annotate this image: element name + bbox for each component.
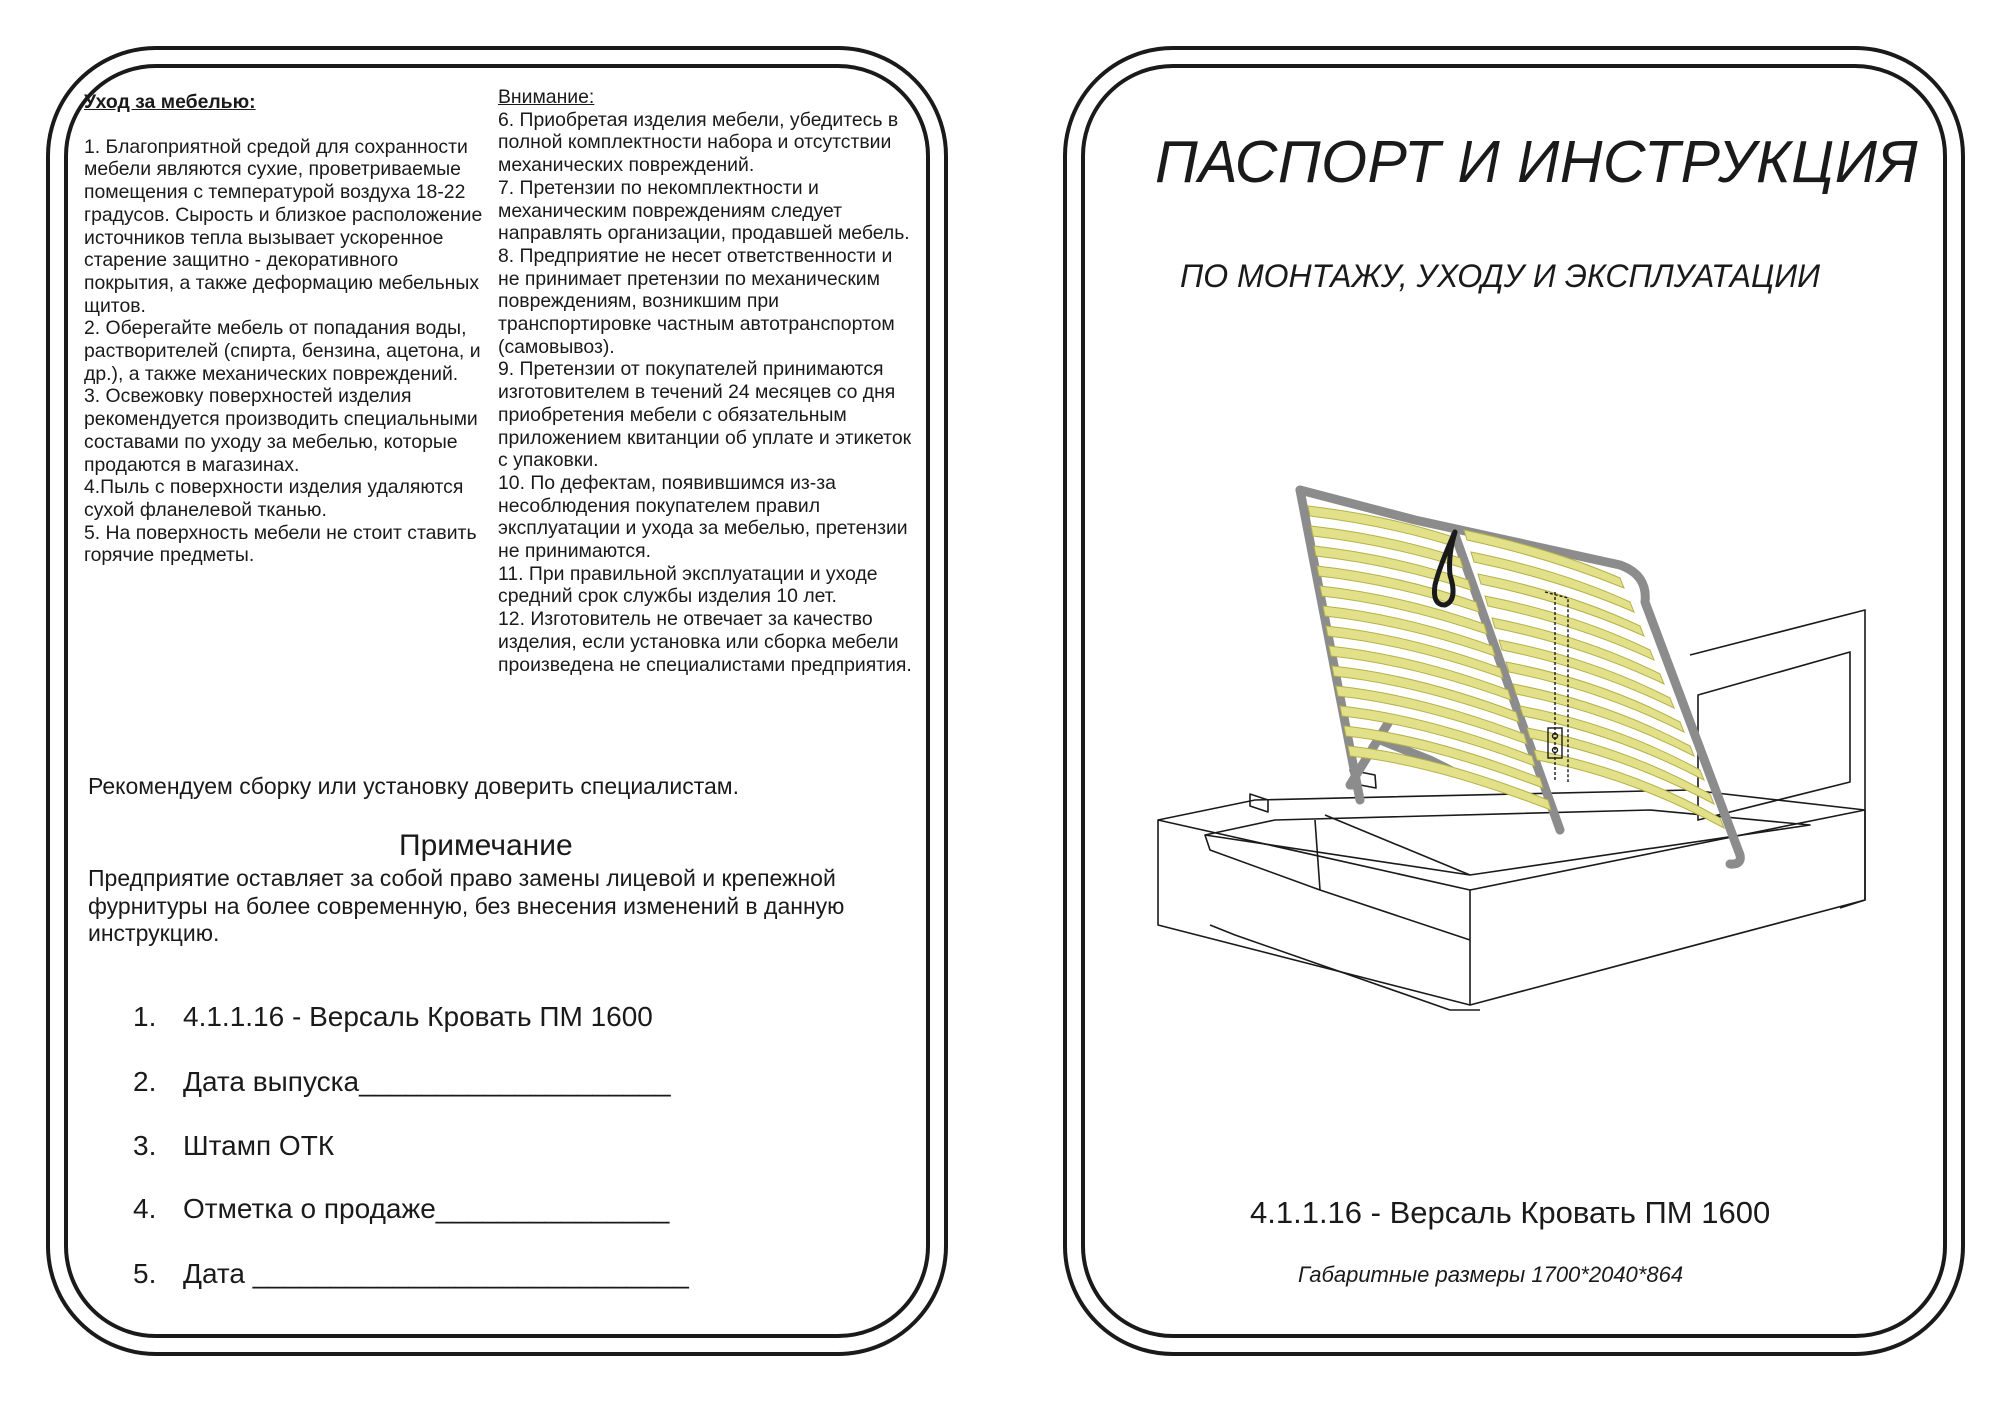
overall-dimensions: Габаритные размеры 1700*2040*864 bbox=[1298, 1262, 1684, 1287]
field-label: Дата ____________________________ bbox=[183, 1258, 689, 1289]
field-label: Дата выпуска____________________ bbox=[183, 1066, 671, 1097]
attention-heading: Внимание: bbox=[498, 86, 595, 108]
field-label: Отметка о продаже_______________ bbox=[183, 1193, 670, 1224]
care-section bbox=[84, 91, 489, 567]
field-number: 1. bbox=[133, 1001, 157, 1032]
recommendation-text: Рекомендуем сборку или установку доверить специалистам. bbox=[88, 773, 740, 799]
field-label: 4.1.1.16 - Версаль Кровать ПМ 1600 bbox=[183, 1001, 653, 1032]
base-front-face bbox=[1158, 820, 1470, 1005]
field-number: 2. bbox=[133, 1066, 157, 1097]
field-label: Штамп ОТК bbox=[183, 1130, 335, 1161]
field-number: 4. bbox=[133, 1193, 157, 1224]
care-heading: Уход за мебелью: bbox=[84, 91, 256, 113]
field-number: 3. bbox=[133, 1130, 157, 1161]
base-side-face bbox=[1470, 810, 1865, 1005]
field-sale-mark bbox=[133, 1193, 669, 1225]
bed-illustration bbox=[1150, 470, 1880, 1030]
attention-section bbox=[498, 86, 918, 676]
note-text: Предприятие оставляет за собой право замены лицевой и крепежной фурнитуры на более современную, без внесения изменений в данную инструкцию. bbox=[88, 865, 845, 946]
divider bbox=[1325, 815, 1470, 875]
document-subtitle: ПО МОНТАЖУ, УХОДУ И ЭКСПЛУАТАЦИИ bbox=[1180, 258, 1821, 294]
field-date bbox=[133, 1258, 689, 1290]
corner-bracket bbox=[1250, 794, 1268, 812]
care-text: 1. Благоприятной средой для сохранности мебели являются сухие, проветриваемые помещения с температурой воздуха 18-22 градусов. Сырость и близкое расположение источников тепла вызывает ускоренное старение защитно - декоративного покрытия, а также деформацию мебельных щитов. 2. Оберегайте мебель от попадания воды, растворителей (спирта, бензина, ацетона, и др.), а также механических повреждений. 3. Освежовку поверхностей изделия рекомендуется производить специальными составами по уходу за мебелью, которые продаются в магазинах. 4.Пыль с поверхности изделия удаляются сухой фланелевой тканью. 5. На поверхность мебели не стоит ставить горячие предметы. bbox=[84, 135, 483, 567]
divider-inner bbox=[1315, 820, 1470, 940]
attention-text: 6. Приобретая изделия мебели, убедитесь в полной комплектности набора и отсутствии механических повреждений. 7. Претензии по некомплектности и механическим повреждениям следует направлять организации, продавшей мебель. 8. Предприятие не несет ответственности и не принимает претензии по механическим повреждениям, возникшим при транспортировке частным автотранспортом (самовывоз). 9. Претензии от покупателей принимаются изготовителем в течений 24 месяцев со дня приобретения мебели с обязательным приложением квитанции об уплате и этикеток с упаковки. 10. По дефектам, появившимся из-за несоблюдения покупателем правил эксплуатации и ухода за мебелью, претензии не принимаются. 11. При правильной эксплуатации и уходе средний срок службы изделия 10 лет. 12. Изготовитель не отвечает за качество изделия, если установка или сборка мебели произведена не специалистами предприятия. bbox=[498, 108, 912, 676]
document-title: ПАСПОРТ И ИНСТРУКЦИЯ bbox=[1155, 129, 1919, 195]
field-release-date bbox=[133, 1066, 671, 1098]
product-name: 4.1.1.16 - Версаль Кровать ПМ 1600 bbox=[1250, 1195, 1771, 1230]
note-title: Примечание bbox=[399, 829, 573, 862]
field-product bbox=[133, 1001, 653, 1033]
field-qc-stamp bbox=[133, 1130, 334, 1162]
field-number: 5. bbox=[133, 1258, 157, 1289]
